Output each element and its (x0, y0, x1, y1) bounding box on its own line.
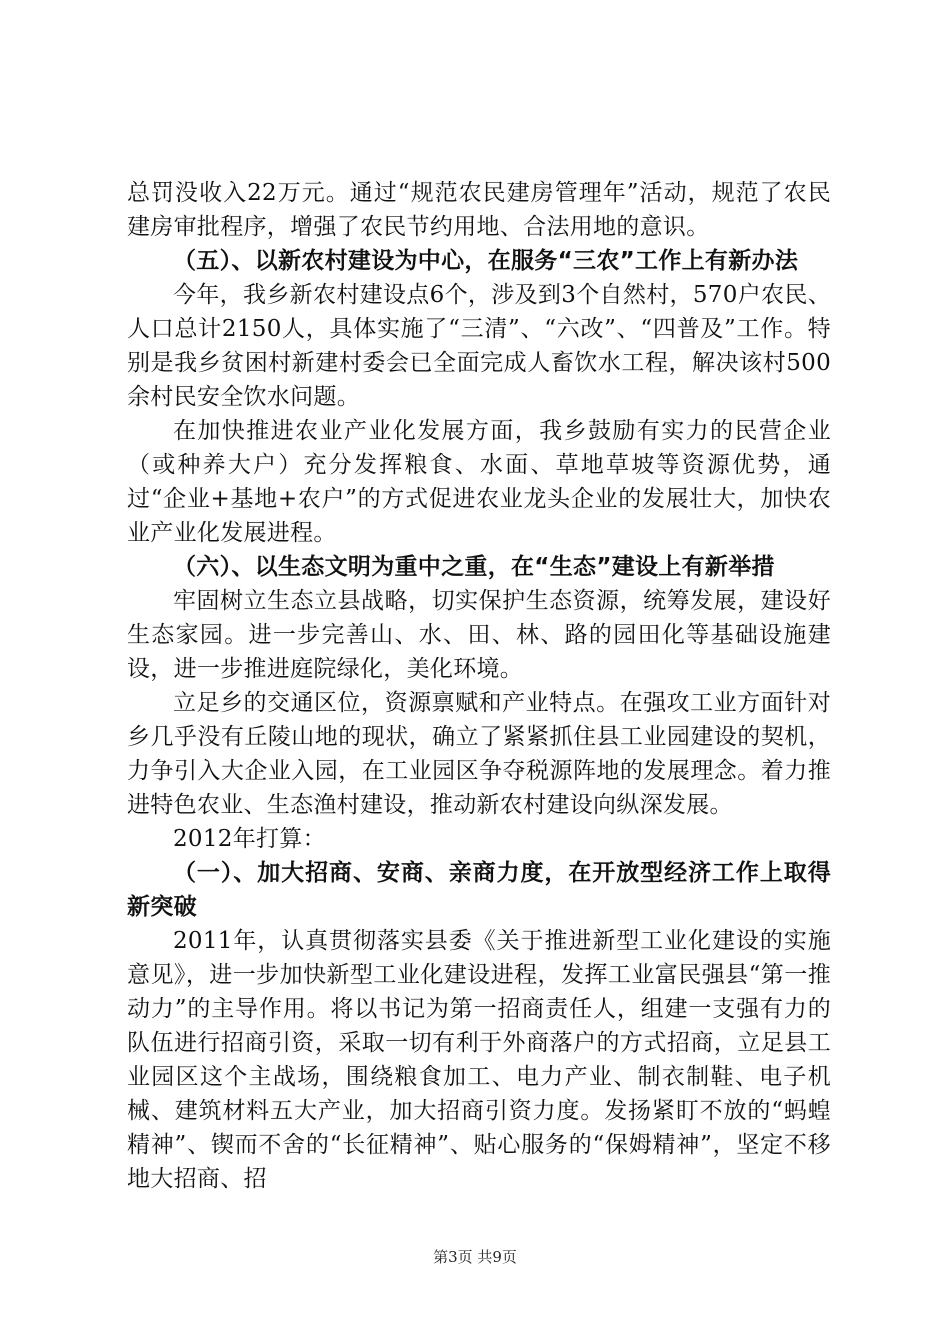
paragraph-investment-attraction: 2011年，认真贯彻落实县委《关于推进新型工业化建设的实施意见》，进一步加快新型工业化建设进程，发挥工业富民强县“第一推动力”的主导作用。将以书记为第一招商责任人，组建一支强有力的队伍进行招商引资，采取一切有利于外商落户的方式招商，立足县工业园区这个主战场，围绕粮食加工、电力产业、制衣制鞋、电子机械、建筑材料五大产业，加大招商引资力度。发扬紧盯不放的“蚂蝗精神”、锲而不舍的“长征精神”、贴心服务的“保姆精神”，坚定不移地大招商、招 (127, 928, 831, 1192)
page-footer (0, 1246, 950, 1267)
paragraph-new-village-points: 今年，我乡新农村建设点6个，涉及到3个自然村，570户农民、人口总计2150人，具体实施了“三清”、“六改”、“四普及”工作。特别是我乡贫困村新建村委会已全面完成人畜饮水工程，解决该村500余村民安全饮水问题。 (127, 282, 831, 410)
section-heading-plan-1: （一）、加大招商、安商、亲商力度，在开放型经济工作上取得新突破 (127, 860, 831, 920)
section-heading-5: （五）、以新农村建设为中心，在服务“三农”工作上有新办法 (173, 248, 799, 274)
paragraph-ecology-strategy: 牢固树立生态立县战略，切实保护生态资源，统筹发展，建设好生态家园。进一步完善山、水、田、林、路的园田化等基础设施建设，进一步推进庭院绿化，美化环境。 (127, 588, 831, 682)
paragraph-2012-plan: 2012年打算： (173, 826, 326, 852)
paragraph-agri-industrialization: 在加快推进农业产业化发展方面，我乡鼓励有实力的民营企业（或种养大户）充分发挥粮食、水面、草地草坡等资源优势，通过“企业+基地+农户”的方式促进农业龙头企业的发展壮大，加快农业产业化发展进程。 (127, 418, 831, 546)
paragraph-penalty-income: 总罚没收入22万元。通过“规范农民建房管理年”活动，规范了农民建房审批程序，增强了农民节约用地、合法用地的意识。 (127, 180, 831, 240)
section-heading-6: （六）、以生态文明为重中之重，在“生态”建设上有新举措 (173, 554, 775, 580)
page-number-label: 第3页 共9页 (433, 1248, 517, 1266)
paragraph-location-advantage: 立足乡的交通区位，资源禀赋和产业特点。在强攻工业方面针对乡几乎没有丘陵山地的现状，确立了紧紧抓住县工业园建设的契机，力争引入大企业入园，在工业园区争夺税源阵地的发展理念。着力推进特色农业、生态渔村建设，推动新农村建设向纵深发展。 (127, 690, 831, 818)
document-body (127, 176, 831, 1196)
